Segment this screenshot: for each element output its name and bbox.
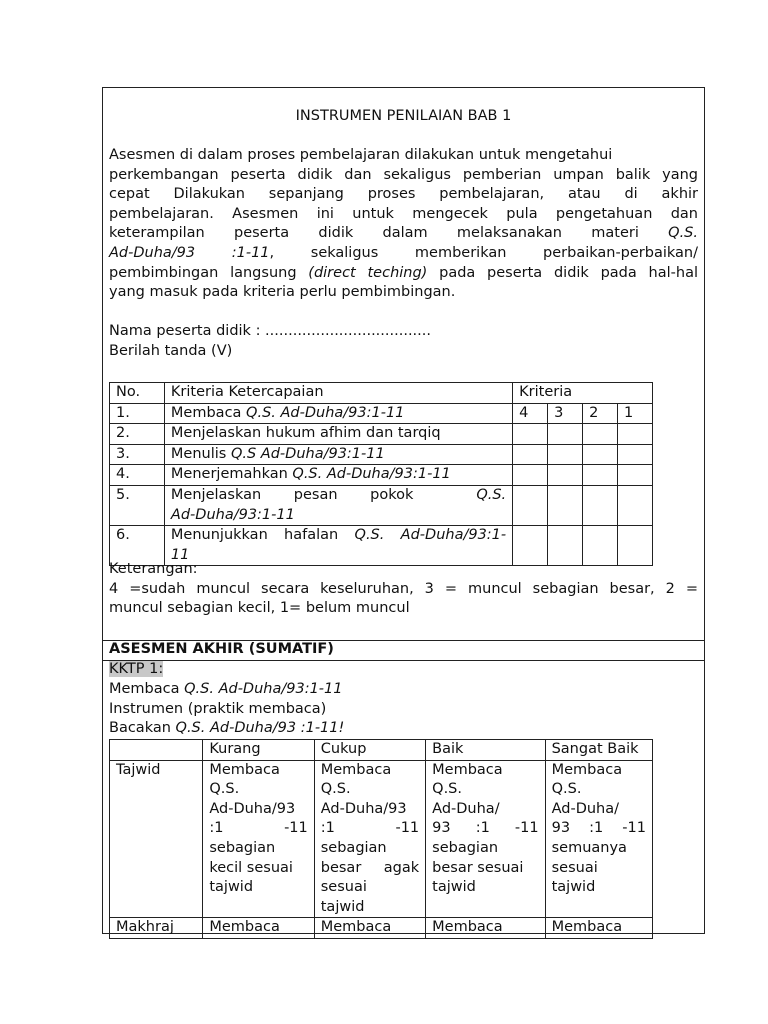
header-kriteria-ketercapaian: Kriteria Ketercapaian [164,383,512,404]
instruction-mark: Berilah tanda (V) [109,343,233,359]
rubric-table [109,739,653,939]
kktp-label [109,660,163,680]
quran-reference: Q.S Ad-Duha/93:1-11 [230,445,385,462]
keterangan-label: Keterangan: [109,561,198,577]
row-criteria [164,444,512,465]
cell-line: 93 :1 -11 [432,820,539,837]
cell-line: Ad-Duha/93 [209,800,296,817]
intro-line: pembelajaran. Asesmen ini untuk mengecek pula pengetahuan dan [109,205,698,222]
cell-line: Membaca [209,761,280,778]
check-cell[interactable] [618,465,653,486]
quran-reference: Ad-Duha/93 :1-11 [109,244,270,261]
rubric-cell-cukup [314,760,425,918]
row-number: 1. [110,403,165,424]
table-header-row [110,740,653,761]
check-cell[interactable] [618,485,653,525]
student-name-field: Nama peserta didik : .................................... [109,323,431,339]
table-row [110,485,653,525]
table-header-row [110,383,653,404]
cell-line: tajwid [551,879,596,896]
check-cell[interactable] [548,465,583,486]
quran-reference: Q.S. [668,225,698,242]
kktp-highlight: KKTP 1: [109,661,164,677]
table-row [110,760,653,918]
intro-line: , sekaligus memberikan perbaikan-perbaikan/ [269,244,698,261]
intro-line: Asesmen di dalam proses pembelajaran dilakukan untuk mengetahui [109,147,613,163]
table-row [110,424,653,445]
quran-reference: 11 [170,546,190,563]
check-cell[interactable] [548,444,583,465]
intro-line: cepat Dilakukan sepanjang proses pembelajaran, atau di akhir [109,186,698,203]
cell-line: Q.S. [551,781,582,798]
quran-reference: Q.S. Ad-Duha/93:1-11 [292,466,451,483]
keterangan-line: muncul sebagian kecil, 1= belum muncul [109,600,410,617]
cell-line: 93 :1 -11 [551,820,646,837]
cell-line: sesuai [551,859,598,876]
intro-line: pada peserta didik pada hal-hal [427,264,698,281]
cell-line: Ad-Duha/ [432,800,500,817]
row-number: 6. [110,526,165,566]
row-number: 4. [110,465,165,486]
keterangan [109,560,698,619]
instrumen-label: Instrumen (praktik membaca) [109,700,327,717]
cell-line: semuanya [551,839,627,856]
sumatif-description [109,680,344,739]
criteria-text: Menerjemahkan [170,466,293,483]
row-number: 5. [110,485,165,525]
quran-reference: Q.S. Ad-Duha/93:1-11 [246,404,405,421]
cell-line: Membaca [320,761,392,778]
cell-line: tajwid [209,879,254,896]
row-criteria [164,403,512,424]
keterangan-line: 4 =sudah muncul secara keseluruhan, 3 = muncul sebagian besar, 2 = [109,580,698,597]
row-criteria [164,465,512,486]
header-cukup: Cukup [314,740,425,761]
cell-line: besar agak [320,859,420,876]
header-sangat-baik: Sangat Baik [545,740,652,761]
page-title: INSTRUMEN PENILAIAN BAB 1 [295,108,512,124]
check-cell[interactable] [618,424,653,445]
rubric-cell-cukup: Membaca [314,918,425,939]
table-row [110,403,653,424]
criteria-text: Menjelaskan pesan pokok [170,486,414,503]
intro-italic: (direct teching) [308,264,428,281]
cell-line: Ad-Duha/ [551,800,620,817]
check-cell[interactable] [583,424,618,445]
table-row [110,444,653,465]
header-empty [110,740,203,761]
row-label: Tajwid [110,760,203,918]
cell-line: tajwid [320,898,365,915]
quran-reference: Q.S. Ad-Duha/93:1- [354,527,507,544]
cell-line: kecil sesuai [209,859,293,876]
cell-line: sebagian [320,839,387,856]
check-cell[interactable] [583,444,618,465]
score-3: 3 [548,403,583,424]
sumatif-heading: ASESMEN AKHIR (SUMATIF) [109,641,334,657]
rubric-cell-baik: Membaca [426,918,545,939]
header-baik: Baik [426,740,545,761]
row-label: Makhraj [110,918,203,939]
criteria-text: Menulis [170,445,231,462]
cell-line: -11 [284,820,308,837]
cell-line: :1 [209,820,224,837]
cell-line: Membaca [551,761,623,778]
document-frame [102,87,705,934]
check-cell[interactable] [513,465,548,486]
cell-line: besar sesuai [432,859,524,876]
header-no: No. [110,383,165,404]
cell-line: sesuai [320,879,367,896]
cell-line: -11 [395,820,420,837]
criteria-text: Membaca [170,404,247,421]
row-criteria: Menjelaskan hukum afhim dan tarqiq [164,424,512,445]
score-2: 2 [583,403,618,424]
cell-line: :1 [320,820,335,837]
intro-paragraph [109,146,698,303]
check-cell[interactable] [548,424,583,445]
rubric-cell-kurang: Membaca [203,918,314,939]
quran-reference: Ad-Duha/93:1-11 [170,506,295,523]
check-cell[interactable] [513,444,548,465]
section-divider [103,660,704,661]
table-row [110,918,653,939]
intro-line: keterampilan peserta didik dalam melaksanakan materi [109,225,669,242]
quran-reference: Q.S. Ad-Duha/93 :1-11! [175,720,345,737]
cell-line: tajwid [432,879,476,896]
rubric-cell-kurang [203,760,314,918]
row-number: 2. [110,424,165,445]
rubric-cell-baik [426,760,545,918]
score-4: 4 [513,403,548,424]
check-cell[interactable] [618,444,653,465]
check-cell[interactable] [513,424,548,445]
quran-reference: Q.S. [476,486,507,503]
cell-line: Ad-Duha/93 [320,800,407,817]
intro-line: yang masuk pada kriteria perlu pembimbingan. [109,284,456,301]
table-row [110,465,653,486]
check-cell[interactable] [583,465,618,486]
check-cell[interactable] [583,485,618,525]
check-cell[interactable] [548,485,583,525]
intro-line: perkembangan peserta didik dan sekaligus pemberian umpan balik yang [109,166,698,183]
header-kurang: Kurang [203,740,314,761]
criteria-table [109,382,653,566]
row-criteria [164,485,512,525]
rubric-cell-sangat-baik [545,760,652,918]
cell-line: Q.S. [320,781,351,798]
row-number: 3. [110,444,165,465]
quran-reference: Q.S. Ad-Duha/93:1-11 [184,681,343,697]
criteria-text: Menunjukkan hafalan [170,527,355,544]
rubric-cell-sangat-baik: Membaca [545,918,652,939]
header-kriteria: Kriteria [513,383,653,404]
intro-line: pembimbingan langsung [109,264,309,281]
cell-line: Q.S. [432,781,462,798]
score-1: 1 [618,403,653,424]
check-cell[interactable] [513,485,548,525]
bacakan-label: Bacakan [109,720,176,737]
cell-line: sebagian [209,839,276,856]
cell-line: Membaca [432,761,503,778]
cell-line: Q.S. [209,781,240,798]
cell-line: sebagian [432,839,499,856]
membaca-label: Membaca [109,681,185,697]
